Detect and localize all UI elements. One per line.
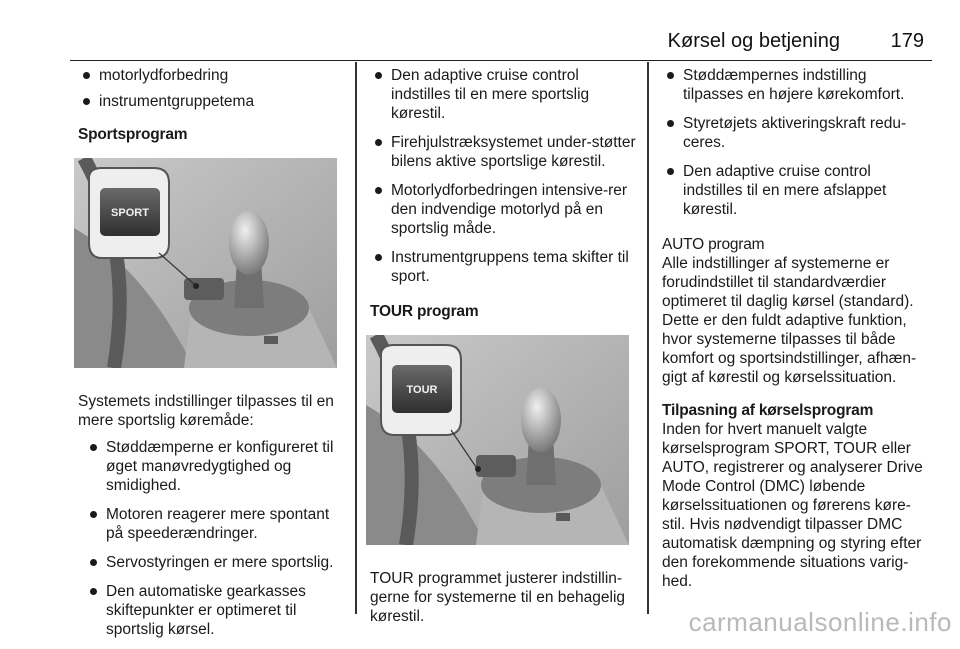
list-item: Støddæmperne er konfigureret til øget manøvredygtighed og smidighed. <box>85 438 346 495</box>
bullet-list <box>78 66 346 111</box>
list-item: Styretøjets aktiveringskraft redu-ceres. <box>662 114 930 152</box>
tour-button-label: TOUR <box>406 384 438 396</box>
section-heading-tour: TOUR program <box>370 303 479 320</box>
list-item: Instrumentgruppens tema skifter til sport. <box>370 248 638 286</box>
list-item: Støddæmpernes indstilling tilpasses en højere kørekomfort. <box>662 66 930 104</box>
gear-console-illustration <box>74 158 337 368</box>
sport-button-label: SPORT <box>111 207 149 219</box>
list-item: Den adaptive cruise control indstilles til en mere sportslig kørestil. <box>370 66 638 123</box>
section-heading-auto: AUTO program <box>662 236 765 253</box>
list-item: instrumentgruppetema <box>78 92 346 111</box>
header-title: Kørsel og betjening <box>667 30 840 52</box>
bullet-list <box>78 438 346 639</box>
adapt-text: Inden for hvert manuelt valgte kørselsprogram SPORT, TOUR eller AUTO, registrerer og analyserer Drive Mode Control (DMC) løbende kørselssituationen og førerens køre-stil. Hvis nødvendigt tilpasser DMC automatisk dæmpning og styring efter den forekommende situations varig-hed. <box>662 421 923 590</box>
watermark: carmanualsonline.info <box>688 607 952 637</box>
bullet-list <box>370 66 638 286</box>
list-item: Den adaptive cruise control indstilles til en mere afslappet kørestil. <box>662 162 930 219</box>
tour-text: TOUR programmet justerer indstillin-gerne for systemerne til en behagelig kørestil. <box>370 570 626 625</box>
page-header <box>70 20 932 61</box>
section-heading-sport: Sportsprogram <box>78 126 188 143</box>
section-heading-adapt: Tilpasning af kørselsprogram <box>662 402 874 419</box>
auto-text: Alle indstillinger af systemerne er forudindstillet til standardværdier optimeret til daglig kørsel (standard). Dette er den fuldt adaptive funktion, hvor systemerne tilpasses til både komfort og sportsindstillinger, afhæn-gigt af kørestil og kørselssituation. <box>662 255 917 386</box>
bullet-list <box>662 66 930 219</box>
column-middle <box>370 60 638 626</box>
column-divider <box>355 62 357 614</box>
list-item: Firehjulstræksystemet under-støtter bilens aktive sportslige kørestil. <box>370 133 638 171</box>
list-item: Servostyringen er mere sportslig. <box>85 553 346 572</box>
page-number: 179 <box>890 30 924 52</box>
gear-console-illustration <box>366 335 629 545</box>
list-item: motorlydforbedring <box>78 66 346 85</box>
list-item: Motoren reagerer mere spontant på speederændringer. <box>85 505 346 543</box>
list-item: Den automatiske gearkasses skiftepunkter er optimeret til sportslig kørsel. <box>85 582 346 639</box>
column-left <box>78 60 346 649</box>
sport-intro: Systemets indstillinger tilpasses til en mere sportslig køremåde: <box>78 393 334 429</box>
sport-button-figure <box>74 158 337 368</box>
list-item: Motorlydforbedringen intensive-rer den indvendige motorlyd på en sportslig måde. <box>370 181 638 238</box>
column-divider <box>647 62 649 614</box>
tour-button-figure <box>366 335 629 545</box>
column-right <box>662 60 930 591</box>
